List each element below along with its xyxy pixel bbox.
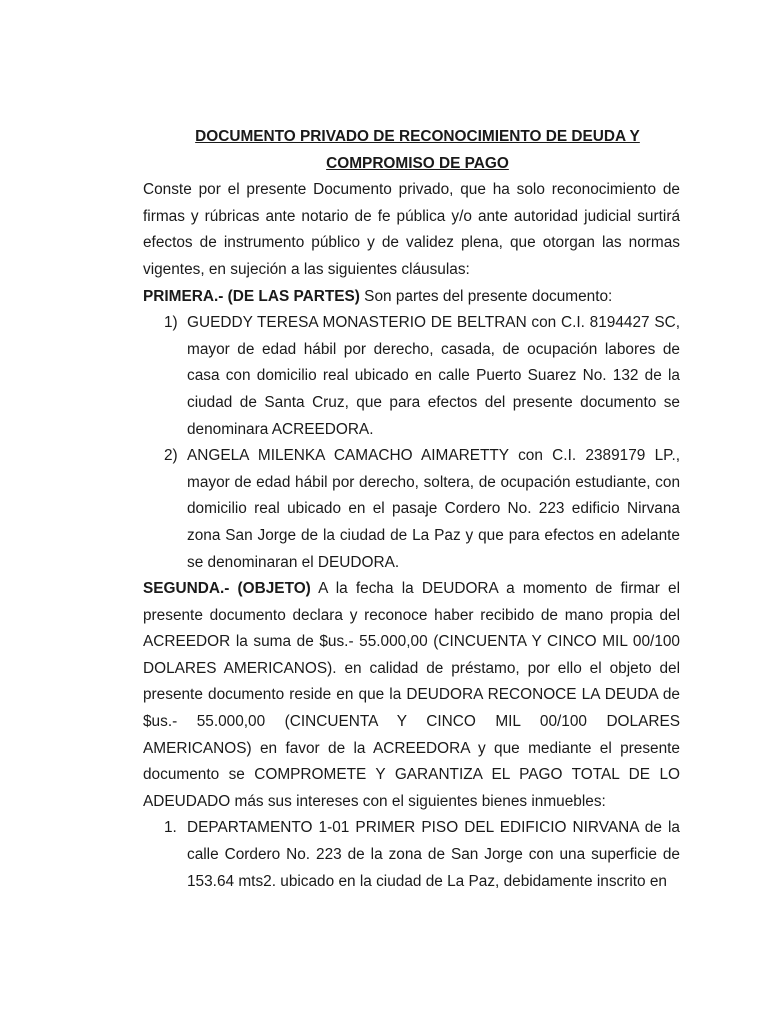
properties-list (143, 815, 680, 895)
clause-segunda (143, 576, 680, 815)
clause-primera-text: Son partes del presente documento: (359, 287, 613, 305)
list-item-text: ANGELA MILENKA CAMACHO AIMARETTY con C.I. 2389179 LP., mayor de edad hábil por derecho, soltera, de ocupación estudiante, con domicilio real ubicado en el pasaje Cordero No. 223 edificio Nirvana zona San Jorge de la ciudad de La Paz y que para efectos en adelante se denominaran el DEUDORA. (187, 447, 680, 571)
document-title (143, 124, 680, 177)
clause-segunda-text: A la fecha la DEUDORA a momento de firmar el presente documento declara y reconoce haber recibido de mano propia del ACREEDOR la suma de $us.- 55.000,00 (CINCUENTA Y CINCO MIL 00/100 DOLARES AMERICANOS). en calidad de préstamo, por ello el objeto del presente documento reside en que la DEUDORA RECONOCE LA DEUDA de $us.- 55.000,00 (CINCUENTA Y CINCO MIL 00/100 DOLARES AMERICANOS) en favor de la ACREEDORA y que mediante el presente documento se COMPROMETE Y GARANTIZA EL PAGO TOTAL DE LO ADEUDADO más sus intereses con el siguientes bienes inmuebles: (143, 580, 680, 810)
clause-segunda-heading: SEGUNDA.- (OBJETO) (143, 580, 311, 598)
list-item-text: DEPARTAMENTO 1-01 PRIMER PISO DEL EDIFICIO NIRVANA de la calle Cordero No. 223 de la zona de San Jorge con una superficie de 153.64 mts2. ubicado en la ciudad de La Paz, debidamente inscrito en (187, 819, 680, 890)
title-line-2: COMPROMISO DE PAGO (326, 154, 509, 172)
list-item (143, 310, 680, 443)
title-line-1: DOCUMENTO PRIVADO DE RECONOCIMIENTO DE DEUDA Y (195, 128, 640, 145)
parties-list (143, 310, 680, 576)
list-item-number: 2) (164, 447, 178, 465)
list-item (143, 443, 680, 576)
clause-primera (143, 284, 680, 311)
list-item-number: 1) (164, 314, 178, 332)
list-item-text: GUEDDY TERESA MONASTERIO DE BELTRAN con C.I. 8194427 SC, mayor de edad hábil por derecho, casada, de ocupación labores de casa con domicilio real ubicado en calle Puerto Suarez No. 132 de la ciudad de Santa Cruz, que para efectos del presente documento se denominara ACREEDORA. (187, 314, 680, 438)
clause-primera-heading: PRIMERA.- (DE LAS PARTES) (143, 287, 360, 305)
list-item (143, 815, 680, 895)
list-item-number: 1. (164, 819, 177, 837)
intro-paragraph: Conste por el presente Documento privado, que ha solo reconocimiento de firmas y rúbricas ante notario de fe pública y/o ante autoridad judicial surtirá efectos de instrumento público y de validez plena, que otorgan las normas vigentes, en sujeción a las siguientes cláusulas: (143, 181, 680, 278)
document-page (143, 124, 680, 895)
